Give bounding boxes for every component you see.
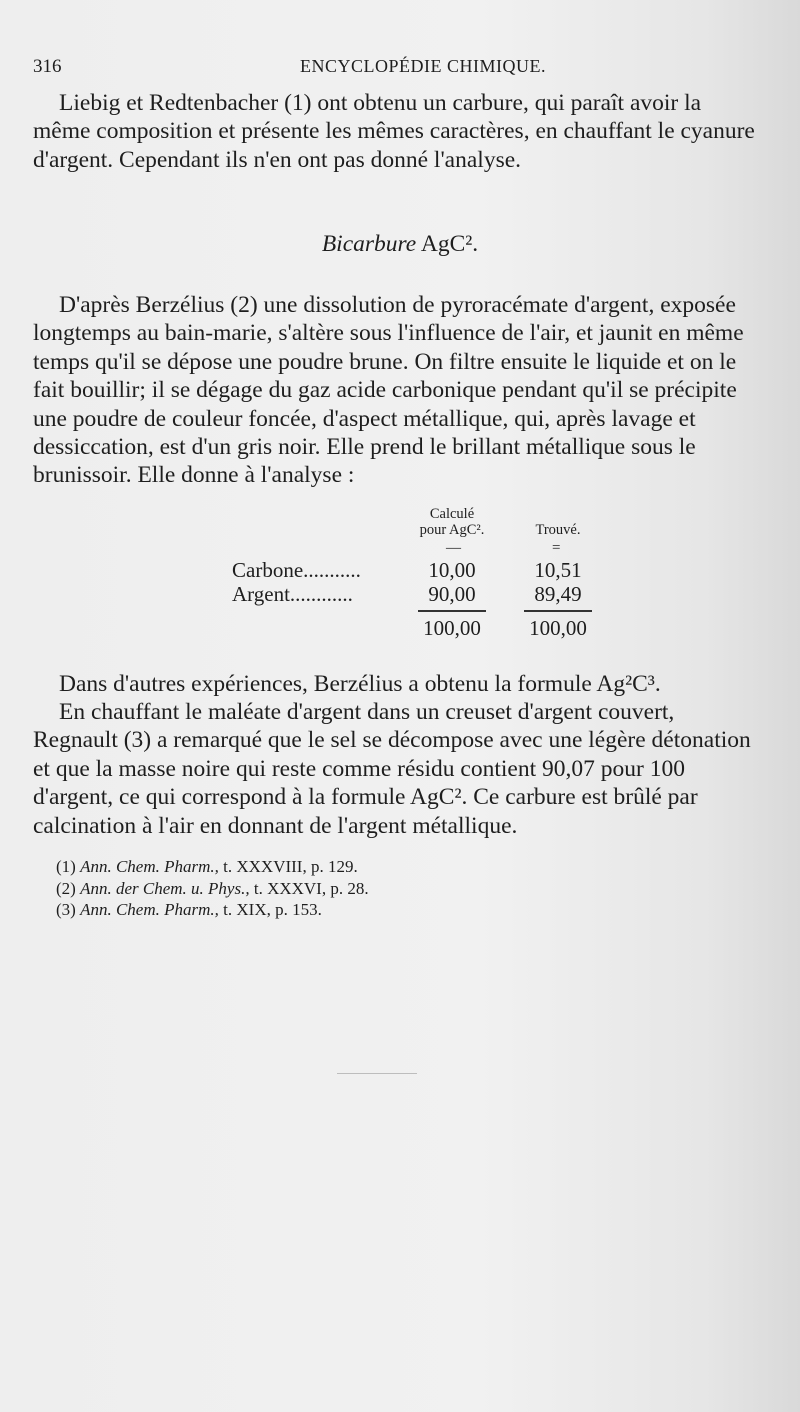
footnote-2-reference: t. XXXVI, p. 28. (253, 878, 369, 898)
footnote-3 (56, 899, 369, 921)
cell-carbone-found: 10,51 (534, 558, 582, 582)
section-heading-label: Bicarbure (321, 231, 417, 257)
footnote-3-source: Ann. Chem. Pharm., (80, 900, 219, 919)
footnotes (56, 856, 369, 921)
column-header-calculated-line2: pour AgC². (419, 522, 485, 538)
section-divider (337, 1073, 417, 1074)
footnote-1-source: Ann. Chem. Pharm., (80, 857, 219, 876)
page-header (33, 56, 773, 82)
cell-carbone-calculated: 10,00 (428, 558, 476, 582)
row-label-carbone: Carbone........... (232, 558, 361, 582)
footnote-3-reference: t. XIX, p. 153. (223, 900, 322, 919)
paragraph-liebig: Liebig et Redtenbacher (1) ont obtenu un carbure, qui paraît avoir la même composition et présente les mêmes caractères, en chauffant le cyanure d'argent. Cependant ils n'en ont pas donné l'analyse. (33, 90, 755, 173)
sum-rule-calculated (418, 610, 486, 612)
page-number: 316 (33, 56, 62, 77)
paragraph-berzelius: D'après Berzélius (2) une dissolution de pyroracémate d'argent, exposée longtemps au bain-marie, s'altère sous l'influence de l'air, et jaunit en même temps qu'il se dépose une poudre brune. On filtre ensuite le liquide et on le fait bouillir; il se dégage du gaz acide carbonique pendant qu'il se précipite une poudre de couleur foncée, d'aspect métallique, qui, après lavage et dessiccation, est d'un gris noir. Elle prend le brillant métallique sous le brunissoir. Elle donne à l'analyse : (33, 292, 744, 489)
footnote-1-number: (1) (56, 857, 76, 876)
row-label-argent: Argent............ (232, 582, 353, 606)
running-title: ENCYCLOPÉDIE CHIMIQUE. (300, 56, 546, 76)
cell-total-calculated: 100,00 (423, 616, 481, 640)
paragraph-regnault: En chauffant le maléate d'argent dans un creuset d'argent couvert, Regnault (3) a remarqué que le sel se décompose avec une légère détonation et que la masse noire qui reste comme résidu contient 90,07 pour 100 d'argent, ce qui correspond à la formule AgC². Ce carbure est brûlé par calcination à l'air en donnant de l'argent métallique. (33, 699, 751, 839)
cell-argent-found: 89,49 (534, 582, 582, 606)
cell-argent-calculated: 90,00 (428, 582, 476, 606)
footnote-1 (56, 856, 369, 878)
section-heading-formula: AgC². (420, 231, 479, 257)
paragraph-other-experiments: Dans d'autres expériences, Berzélius a obtenu la formule Ag²C³. (59, 671, 661, 697)
section-heading (0, 231, 800, 258)
analysis-table (0, 506, 800, 646)
column-header-found: Trouvé. (535, 522, 581, 538)
sum-rule-found (524, 610, 592, 612)
footnote-3-number: (3) (56, 900, 76, 919)
footnote-2-number: (2) (56, 878, 76, 898)
column-header-calculated-line1: Calculé (429, 506, 475, 522)
column-header-calculated (402, 506, 502, 538)
column-dash-found: = (552, 540, 561, 556)
cell-total-found: 100,00 (529, 616, 587, 640)
footnote-2 (56, 878, 369, 900)
footnote-2-source: Ann. der Chem. u. Phys., (80, 878, 250, 898)
column-dash-calculated: — (446, 540, 461, 556)
footnote-1-reference: t. XXXVIII, p. 129. (223, 857, 358, 876)
